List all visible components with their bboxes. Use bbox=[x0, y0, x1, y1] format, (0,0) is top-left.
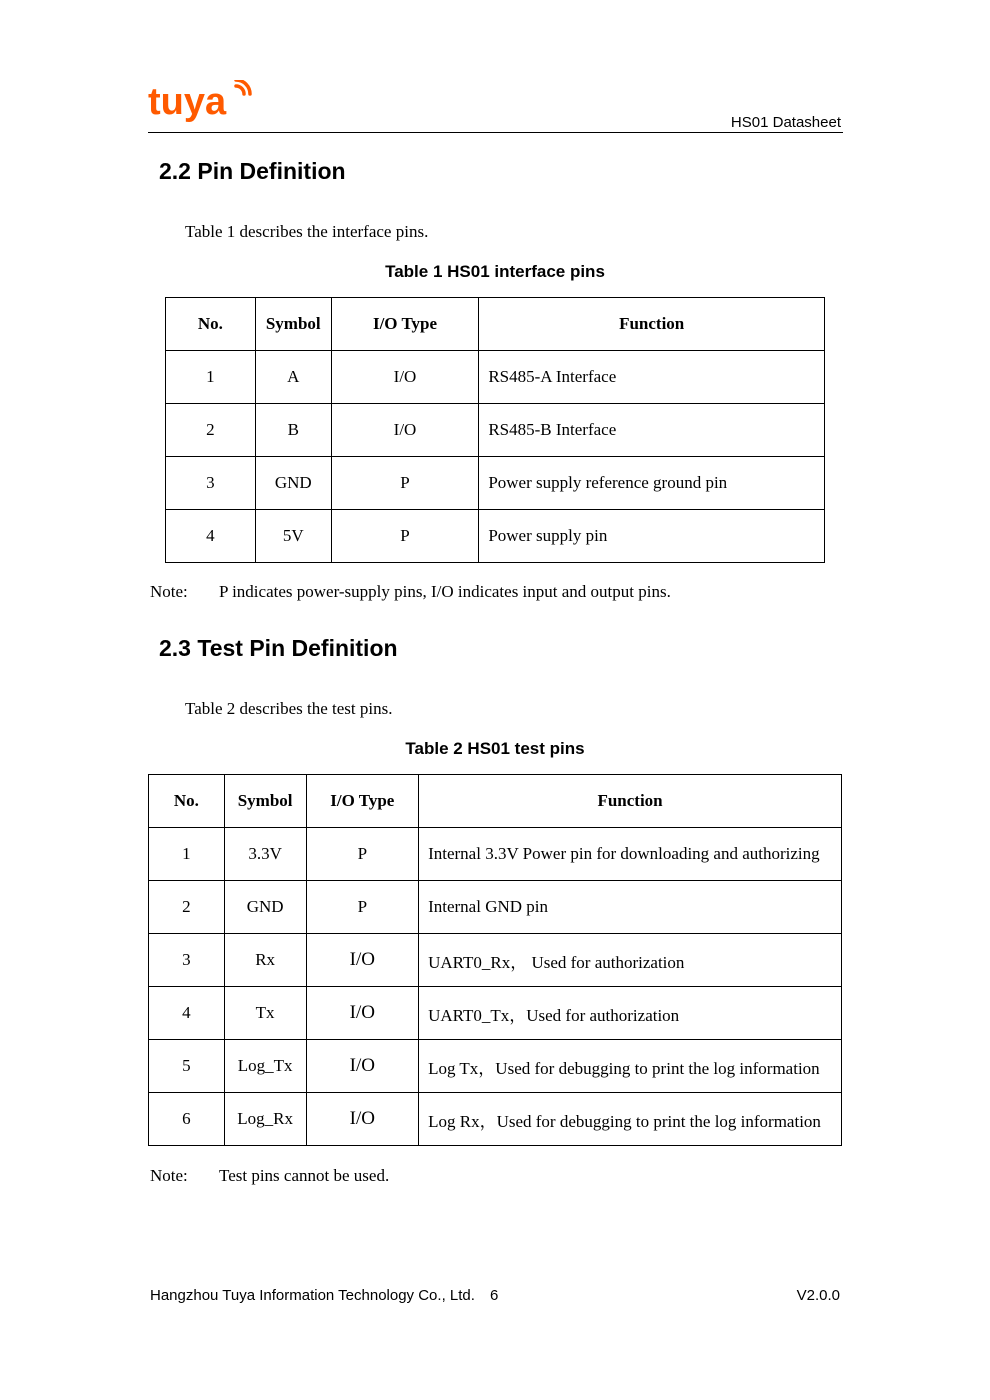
column-header-function: Function bbox=[419, 775, 842, 828]
cell-function: Power supply reference ground pin bbox=[479, 457, 825, 510]
cell-symbol: Tx bbox=[224, 987, 306, 1040]
cell-symbol: Log_Tx bbox=[224, 1040, 306, 1093]
table-header-row bbox=[166, 298, 825, 351]
footer-version: V2.0.0 bbox=[796, 1287, 840, 1304]
cell-io-type: I/O bbox=[306, 1093, 419, 1146]
table-1-caption: Table 1 HS01 interface pins bbox=[385, 262, 605, 281]
header-divider bbox=[148, 132, 843, 133]
cell-symbol: A bbox=[255, 351, 331, 404]
table-row bbox=[149, 1040, 842, 1093]
cell-symbol: Log_Rx bbox=[224, 1093, 306, 1146]
cell-no: 4 bbox=[149, 987, 225, 1040]
note-text: P indicates power-supply pins, I/O indicates input and output pins. bbox=[219, 582, 671, 601]
tuya-logo bbox=[148, 80, 252, 130]
table-row bbox=[149, 934, 842, 987]
cell-no: 1 bbox=[166, 351, 256, 404]
section-heading-test-pin-definition: 2.3 Test Pin Definition bbox=[159, 635, 398, 661]
cell-symbol: GND bbox=[224, 881, 306, 934]
column-header-io-type: I/O Type bbox=[331, 298, 479, 351]
column-header-no: No. bbox=[149, 775, 225, 828]
note-text: Test pins cannot be used. bbox=[219, 1166, 390, 1185]
column-header-symbol: Symbol bbox=[255, 298, 331, 351]
test-table-note bbox=[150, 1166, 389, 1186]
cell-no: 2 bbox=[166, 404, 256, 457]
cell-symbol: GND bbox=[255, 457, 331, 510]
cell-io-type: I/O bbox=[331, 404, 479, 457]
cell-function: RS485-A Interface bbox=[479, 351, 825, 404]
cell-symbol: B bbox=[255, 404, 331, 457]
cell-function: RS485-B Interface bbox=[479, 404, 825, 457]
cell-io-type: P bbox=[331, 510, 479, 563]
table-2-caption: Table 2 HS01 test pins bbox=[405, 739, 585, 758]
table-row bbox=[166, 351, 825, 404]
cell-function: Log Tx，Used for debugging to print the log information bbox=[419, 1040, 842, 1093]
cell-no: 3 bbox=[166, 457, 256, 510]
cell-io-type: P bbox=[306, 828, 419, 881]
footer-page-number: 6 bbox=[490, 1287, 499, 1304]
table-row bbox=[166, 404, 825, 457]
section-heading-pin-definition: 2.2 Pin Definition bbox=[159, 158, 346, 184]
cell-function: Power supply pin bbox=[479, 510, 825, 563]
cell-function: Log Rx，Used for debugging to print the log information bbox=[419, 1093, 842, 1146]
table-row bbox=[166, 510, 825, 563]
column-header-io-type: I/O Type bbox=[306, 775, 419, 828]
cell-io-type: P bbox=[331, 457, 479, 510]
pin-table-note bbox=[150, 582, 671, 602]
footer-company: Hangzhou Tuya Information Technology Co., Ltd. bbox=[150, 1287, 475, 1304]
interface-pins-table bbox=[165, 297, 825, 563]
cell-io-type: I/O bbox=[306, 934, 419, 987]
cell-function: UART0_Rx， Used for authorization bbox=[419, 934, 842, 987]
table-row bbox=[166, 457, 825, 510]
table-row bbox=[149, 987, 842, 1040]
cell-symbol: 3.3V bbox=[224, 828, 306, 881]
cell-io-type: P bbox=[306, 881, 419, 934]
tuya-logo-text: tuya bbox=[148, 81, 227, 123]
cell-no: 1 bbox=[149, 828, 225, 881]
cell-function: UART0_Tx，Used for authorization bbox=[419, 987, 842, 1040]
column-header-symbol: Symbol bbox=[224, 775, 306, 828]
cell-function: Internal GND pin bbox=[419, 881, 842, 934]
pin-table-intro: Table 1 describes the interface pins. bbox=[185, 222, 429, 241]
cell-io-type: I/O bbox=[331, 351, 479, 404]
cell-symbol: 5V bbox=[255, 510, 331, 563]
note-label: Note: bbox=[150, 582, 188, 601]
cell-no: 3 bbox=[149, 934, 225, 987]
table-header-row bbox=[149, 775, 842, 828]
cell-no: 5 bbox=[149, 1040, 225, 1093]
cell-no: 6 bbox=[149, 1093, 225, 1146]
note-label: Note: bbox=[150, 1166, 188, 1185]
column-header-function: Function bbox=[479, 298, 825, 351]
cell-io-type: I/O bbox=[306, 1040, 419, 1093]
cell-io-type: I/O bbox=[306, 987, 419, 1040]
test-pins-table bbox=[148, 774, 842, 1146]
cell-function: Internal 3.3V Power pin for downloading and authorizing bbox=[419, 828, 842, 881]
cell-no: 4 bbox=[166, 510, 256, 563]
table-row bbox=[149, 1093, 842, 1146]
table-row bbox=[149, 881, 842, 934]
cell-symbol: Rx bbox=[224, 934, 306, 987]
column-header-no: No. bbox=[166, 298, 256, 351]
test-table-intro: Table 2 describes the test pins. bbox=[185, 699, 393, 718]
document-title: HS01 Datasheet bbox=[730, 114, 841, 131]
tuya-logo-image bbox=[148, 80, 252, 130]
table-row bbox=[149, 828, 842, 881]
cell-no: 2 bbox=[149, 881, 225, 934]
